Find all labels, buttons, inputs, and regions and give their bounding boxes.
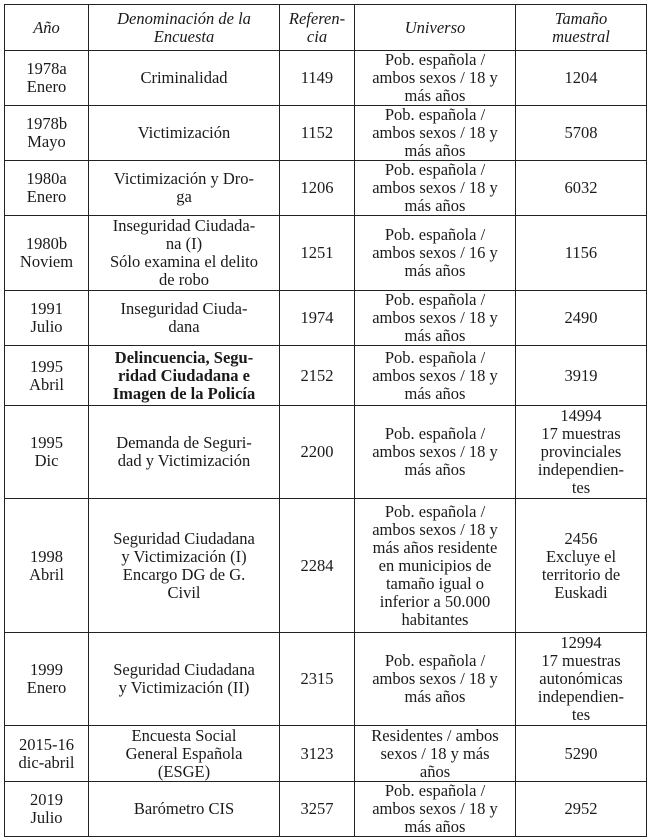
cell-line: Abril xyxy=(29,564,64,584)
cell-line: de robo xyxy=(159,270,209,289)
cell-universo xyxy=(355,161,516,216)
cell-anio xyxy=(5,106,89,161)
table-row xyxy=(5,726,647,782)
cell-line: Mayo xyxy=(27,132,66,151)
cell-referencia: 1974 xyxy=(280,291,355,346)
table-row xyxy=(5,216,647,291)
cell-line: territorio de xyxy=(541,564,621,584)
cell-universo xyxy=(355,346,516,406)
cell-line: independien- xyxy=(537,460,625,479)
cell-line: 1995 xyxy=(30,433,63,452)
cell-line: ridad Ciudadana e xyxy=(117,365,251,385)
cell-line: y Victimización (II) xyxy=(118,678,250,697)
cell-universo xyxy=(355,51,516,106)
cell-line: Victimización y Dro- xyxy=(113,169,255,188)
cell-line: más años xyxy=(404,196,466,215)
cell-line: Universo xyxy=(404,17,466,37)
cell-universo xyxy=(355,726,516,782)
cell-line: Julio xyxy=(30,808,63,827)
cell-line: Barómetro CIS xyxy=(133,799,235,818)
cell-anio xyxy=(5,633,89,726)
cell-line: Noviem xyxy=(19,252,74,271)
cell-line: 1980b xyxy=(25,234,68,253)
cell-line: ambos sexos / 18 y xyxy=(372,308,498,327)
cell-line: Seguridad Ciudadana xyxy=(113,660,255,679)
cell-universo xyxy=(355,216,516,291)
cell-denominacion xyxy=(89,406,280,499)
cell-line: ambos sexos / 18 y xyxy=(372,519,498,539)
table-row xyxy=(5,782,647,837)
cell-line: 5290 xyxy=(564,743,598,763)
cell-line: provinciales xyxy=(540,442,622,461)
cell-denominacion xyxy=(89,216,280,291)
cell-line: ambos sexos / 18 y xyxy=(372,669,498,688)
cell-anio xyxy=(5,291,89,346)
header-universo xyxy=(355,5,516,51)
cell-line: General Española xyxy=(125,743,243,763)
cell-line: Referen- xyxy=(288,8,346,28)
header-anio xyxy=(5,5,89,51)
cell-line: 1204 xyxy=(564,68,598,87)
cell-line: 1999 xyxy=(30,660,63,679)
cell-line: Excluye el xyxy=(545,546,617,566)
cell-line: 17 muestras xyxy=(541,424,621,443)
cell-tamano xyxy=(516,106,647,161)
cell-referencia: 1206 xyxy=(280,161,355,216)
cell-line: Enero xyxy=(26,187,67,206)
cell-line: más años xyxy=(404,326,466,345)
cell-line: Victimización xyxy=(137,123,231,142)
cell-line: 5708 xyxy=(564,123,598,142)
cell-line: ambos sexos / 18 y xyxy=(372,68,498,87)
cell-line: Demanda de Seguri- xyxy=(116,433,252,452)
table-row xyxy=(5,51,647,106)
cell-universo xyxy=(355,782,516,837)
cell-anio xyxy=(5,161,89,216)
cell-line: inferior a 50.000 xyxy=(379,591,491,611)
cell-line: na (I) xyxy=(165,234,203,253)
cell-line: más años residente xyxy=(372,537,498,557)
cell-line: 2490 xyxy=(564,308,598,327)
cell-line: Pob. española / xyxy=(384,781,486,800)
cell-line: más años xyxy=(404,817,466,836)
cell-line: Pob. española / xyxy=(384,225,486,244)
cell-referencia: 1251 xyxy=(280,216,355,291)
cell-line: dana xyxy=(168,317,200,336)
cell-line: 3919 xyxy=(564,365,598,385)
cell-line: Pob. española / xyxy=(384,424,486,443)
cell-denominacion xyxy=(89,161,280,216)
cell-line: y Victimización (I) xyxy=(121,546,247,566)
cell-denominacion xyxy=(89,499,280,633)
cell-denominacion xyxy=(89,782,280,837)
cell-anio xyxy=(5,726,89,782)
cell-line: años xyxy=(419,761,451,781)
cell-line: Pob. española / xyxy=(384,290,486,309)
cell-anio xyxy=(5,346,89,406)
header-tamano xyxy=(516,5,647,51)
cell-line: 1995 xyxy=(30,356,63,376)
cell-line: Euskadi xyxy=(554,582,608,602)
cell-line: Tamaño xyxy=(554,8,608,28)
table-row xyxy=(5,291,647,346)
cell-anio xyxy=(5,782,89,837)
cell-line: Criminalidad xyxy=(140,68,228,87)
cell-denominacion xyxy=(89,51,280,106)
cell-line: Pob. española / xyxy=(384,347,486,367)
cell-line: Sólo examina el delito xyxy=(109,252,258,271)
table-row xyxy=(5,346,647,406)
cell-denominacion xyxy=(89,106,280,161)
cell-line: dad y Victimización xyxy=(117,451,251,470)
cell-line: 12994 xyxy=(560,633,602,652)
cell-line: tes xyxy=(571,478,591,497)
cell-anio xyxy=(5,406,89,499)
cell-tamano xyxy=(516,633,647,726)
table-row xyxy=(5,161,647,216)
cell-line: Pob. española / xyxy=(384,105,486,124)
cell-line: Encuesta Social xyxy=(131,725,237,745)
cell-line: 1991 xyxy=(30,299,63,318)
cell-tamano xyxy=(516,161,647,216)
cell-line: Denominación de la xyxy=(117,8,251,28)
header-row xyxy=(5,5,647,51)
cell-line: Pob. española / xyxy=(384,651,486,670)
cell-line: Inseguridad Ciudada- xyxy=(112,216,256,235)
cell-line: 6032 xyxy=(564,178,598,197)
cell-line: sexos / 18 y más xyxy=(380,743,490,763)
cell-line: ambos sexos / 16 y xyxy=(372,243,498,262)
cell-line: Enero xyxy=(26,678,67,697)
cell-line: autonómicas xyxy=(539,669,623,688)
cell-line: habitantes xyxy=(401,609,469,629)
cell-referencia: 3123 xyxy=(280,726,355,782)
cell-tamano xyxy=(516,406,647,499)
cell-line: muestral xyxy=(552,26,610,46)
cell-tamano xyxy=(516,726,647,782)
cell-line: 1980a xyxy=(26,169,67,188)
cell-tamano xyxy=(516,782,647,837)
cell-referencia: 1149 xyxy=(280,51,355,106)
cell-line: (ESGE) xyxy=(157,761,211,781)
cell-line: 2456 xyxy=(564,528,598,548)
cell-line: Seguridad Ciudadana xyxy=(113,528,255,548)
cell-line: Encuesta xyxy=(153,26,215,46)
cell-line: Inseguridad Ciuda- xyxy=(120,299,248,318)
cell-line: Pob. española / xyxy=(384,50,486,69)
cell-referencia: 2152 xyxy=(280,346,355,406)
cell-referencia: 2315 xyxy=(280,633,355,726)
cell-universo xyxy=(355,406,516,499)
cell-line: ambos sexos / 18 y xyxy=(372,123,498,142)
cell-line: 1978b xyxy=(25,114,68,133)
cell-line: Imagen de la Policía xyxy=(112,383,256,403)
cell-denominacion xyxy=(89,346,280,406)
table-row xyxy=(5,633,647,726)
cell-denominacion xyxy=(89,633,280,726)
cell-line: más años xyxy=(404,141,466,160)
cell-line: Delincuencia, Segu- xyxy=(114,347,254,367)
table-row xyxy=(5,406,647,499)
cell-line: ga xyxy=(176,187,192,206)
cell-line: 2952 xyxy=(564,799,598,818)
cell-line: 17 muestras xyxy=(541,651,621,670)
cell-line: más años xyxy=(404,86,466,105)
cell-line: ambos sexos / 18 y xyxy=(372,799,498,818)
cell-anio xyxy=(5,216,89,291)
cell-line: 2015-16 xyxy=(19,734,74,754)
cell-line: Pob. española / xyxy=(384,501,486,521)
cell-anio xyxy=(5,51,89,106)
cell-anio xyxy=(5,499,89,633)
table-row xyxy=(5,106,647,161)
cell-line: Julio xyxy=(30,317,63,336)
survey-table xyxy=(4,4,647,837)
cell-line: 1156 xyxy=(564,243,598,262)
cell-referencia: 2284 xyxy=(280,499,355,633)
cell-line: más años xyxy=(404,460,466,479)
cell-referencia: 2200 xyxy=(280,406,355,499)
cell-line: Año xyxy=(33,17,60,37)
cell-referencia: 1152 xyxy=(280,106,355,161)
header-denominacion xyxy=(89,5,280,51)
cell-line: 1998 xyxy=(30,546,63,566)
cell-line: tes xyxy=(571,705,591,724)
cell-tamano xyxy=(516,51,647,106)
cell-line: 1978a xyxy=(26,59,67,78)
cell-line: en municipios de xyxy=(378,555,492,575)
survey-table-container xyxy=(4,4,647,837)
cell-tamano xyxy=(516,291,647,346)
cell-line: Encargo DG de G. xyxy=(122,564,246,584)
cell-line: cia xyxy=(306,26,328,46)
header-referencia xyxy=(280,5,355,51)
cell-line: ambos sexos / 18 y xyxy=(372,178,498,197)
cell-universo xyxy=(355,291,516,346)
cell-universo xyxy=(355,106,516,161)
cell-line: más años xyxy=(404,261,466,280)
cell-line: 14994 xyxy=(560,406,602,425)
cell-line: Residentes / ambos xyxy=(371,725,499,745)
cell-line: dic-abril xyxy=(18,752,75,772)
cell-line: Enero xyxy=(26,77,67,96)
cell-referencia: 3257 xyxy=(280,782,355,837)
cell-tamano xyxy=(516,499,647,633)
cell-line: más años xyxy=(404,383,466,403)
cell-universo xyxy=(355,633,516,726)
cell-denominacion xyxy=(89,291,280,346)
cell-universo xyxy=(355,499,516,633)
cell-line: Civil xyxy=(167,582,201,602)
cell-line: Abril xyxy=(29,374,64,394)
cell-line: independien- xyxy=(537,687,625,706)
cell-line: Pob. española / xyxy=(384,160,486,179)
cell-denominacion xyxy=(89,726,280,782)
table-row xyxy=(5,499,647,633)
cell-tamano xyxy=(516,346,647,406)
cell-line: Dic xyxy=(34,451,59,470)
cell-tamano xyxy=(516,216,647,291)
cell-line: 2019 xyxy=(30,790,63,809)
cell-line: más años xyxy=(404,687,466,706)
cell-line: ambos sexos / 18 y xyxy=(372,365,498,385)
cell-line: ambos sexos / 18 y xyxy=(372,442,498,461)
cell-line: tamaño igual o xyxy=(385,573,485,593)
